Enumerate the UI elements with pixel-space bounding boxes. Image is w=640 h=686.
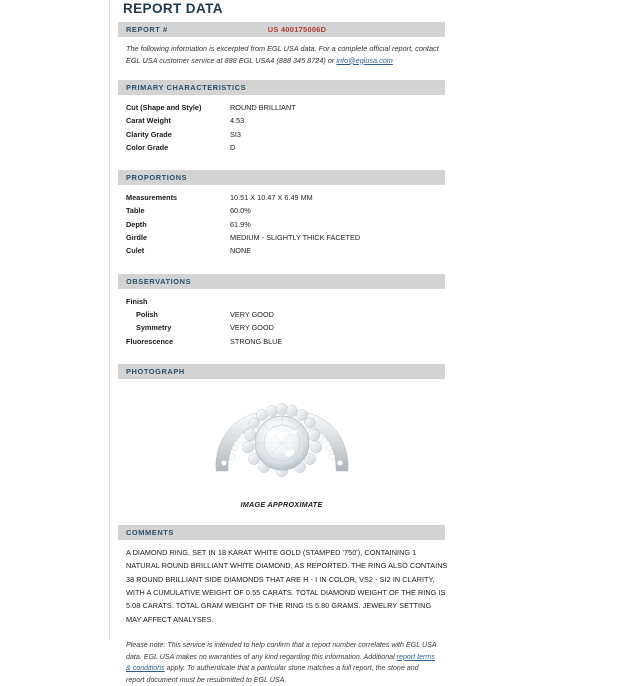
- photograph-container: [118, 385, 445, 494]
- proportions-rows: [126, 191, 458, 257]
- primary-characteristics-rows: [126, 101, 458, 154]
- disclaimer-text-part1: Please note: This service is intended to help confirm that a report number correlates with EGL USA data. EGL USA makes no warranties of any kind regarding this information. Additional: [126, 641, 437, 661]
- report-content: [118, 0, 458, 686]
- row-key: Fluorescence: [126, 336, 174, 346]
- row-key: Color Grade: [126, 142, 169, 152]
- row-key: Symmetry: [136, 323, 172, 333]
- table-row-finish-heading: [126, 295, 458, 308]
- intro-paragraph: [126, 43, 444, 66]
- row-key: Measurements: [126, 193, 178, 203]
- section-header-report-number: [118, 22, 445, 37]
- table-row: [126, 218, 458, 231]
- row-key: Cut (Shape and Style): [126, 103, 202, 112]
- intro-text: The following information is excerpted from EGL USA data. For a complete official report, contact EGL USA customer service at 888 EGL USA4 (888 345 8724) or: [126, 44, 439, 65]
- row-key: Clarity Grade: [126, 129, 172, 139]
- row-value: VERY GOOD: [230, 323, 274, 333]
- section-header-photograph: [118, 364, 445, 379]
- section-label-primary-characteristics: PRIMARY CHARACTERISTICS: [126, 83, 247, 92]
- section-label-photograph: PHOTOGRAPH: [126, 366, 185, 376]
- row-value: 4.53: [230, 116, 245, 126]
- row-key: Depth: [126, 219, 147, 229]
- table-row: [126, 101, 458, 114]
- row-value: VERY GOOD: [230, 309, 274, 319]
- table-row: [126, 204, 458, 217]
- table-row: [126, 141, 458, 154]
- section-header-comments: [118, 525, 445, 540]
- comments-text: A DIAMOND RING, SET IN 18 KARAT WHITE GOLD (STAMPED '750'), CONTAINING 1 NATURAL ROUND BRILLIANT WHITE DIAMOND, AS REPORTED. THE RING ALSO CONTAINS 38 ROUND BRILLIANT SIDE DIAMONDS THAT ARE H - I IN COLOR, VS2 - SI2 IN CLARITY, WITH A CUMULATIVE WEIGHT OF 0.55 CARATS. TOTAL DIAMOND WEIGHT OF THE RING IS 5.08 CARATS. TOTAL GRAM WEIGHT OF THE RING IS 5.80 GRAMS. JEWELRY SETTING MAY AFFECT ANALYSES.: [126, 547, 448, 624]
- section-label-proportions: PROPORTIONS: [126, 173, 188, 183]
- row-key: Polish: [136, 309, 158, 319]
- row-key: Girdle: [126, 233, 148, 243]
- row-value: MEDIUM - SLIGHTLY THICK FACETED: [230, 233, 361, 243]
- row-key: Finish: [126, 296, 148, 306]
- table-row: [126, 231, 458, 244]
- table-row: [126, 321, 458, 334]
- row-value: 61.9%: [230, 219, 251, 229]
- disclaimer-text-part2: apply. To authenticate that a particular stone matches a full report, the stone and report document must be resubmitted to EGL USA.: [126, 664, 419, 684]
- table-row: [126, 114, 458, 127]
- table-row: [126, 244, 458, 257]
- table-row: [126, 191, 458, 204]
- disclaimer-paragraph: [126, 640, 438, 686]
- page-left-gutter: [0, 0, 110, 640]
- photograph-caption: IMAGE APPROXIMATE: [240, 499, 323, 509]
- section-label-comments: COMMENTS: [126, 527, 174, 537]
- email-link[interactable]: info@eglusa.com: [336, 55, 393, 65]
- table-row: [126, 335, 458, 348]
- report-number-value: US 400175006D: [267, 25, 327, 34]
- row-value: NONE: [230, 246, 252, 256]
- row-value: 10.51 X 10.47 X 6.49 MM: [230, 193, 313, 203]
- report-terms-link[interactable]: report terms & conditions: [126, 652, 435, 673]
- row-value: SI3: [230, 129, 241, 139]
- section-header-proportions: [118, 170, 445, 185]
- section-header-primary-characteristics: [118, 80, 445, 95]
- section-label-observations: OBSERVATIONS: [126, 276, 192, 286]
- section-label-report-number: REPORT #: [126, 25, 168, 34]
- row-value: 60.0%: [230, 206, 251, 216]
- observations-rows: [126, 295, 458, 348]
- table-row: [126, 308, 458, 321]
- page-title: REPORT DATA: [123, 1, 223, 16]
- row-key: Carat Weight: [126, 116, 171, 126]
- row-value: D: [230, 142, 236, 152]
- row-key: Culet: [126, 246, 145, 256]
- section-header-observations: [118, 274, 445, 289]
- row-value: STRONG BLUE: [230, 336, 283, 346]
- table-row: [126, 128, 458, 141]
- row-value: ROUND BRILLIANT: [230, 103, 296, 112]
- diamond-ring-photo: [202, 393, 362, 489]
- row-key: Table: [126, 206, 145, 216]
